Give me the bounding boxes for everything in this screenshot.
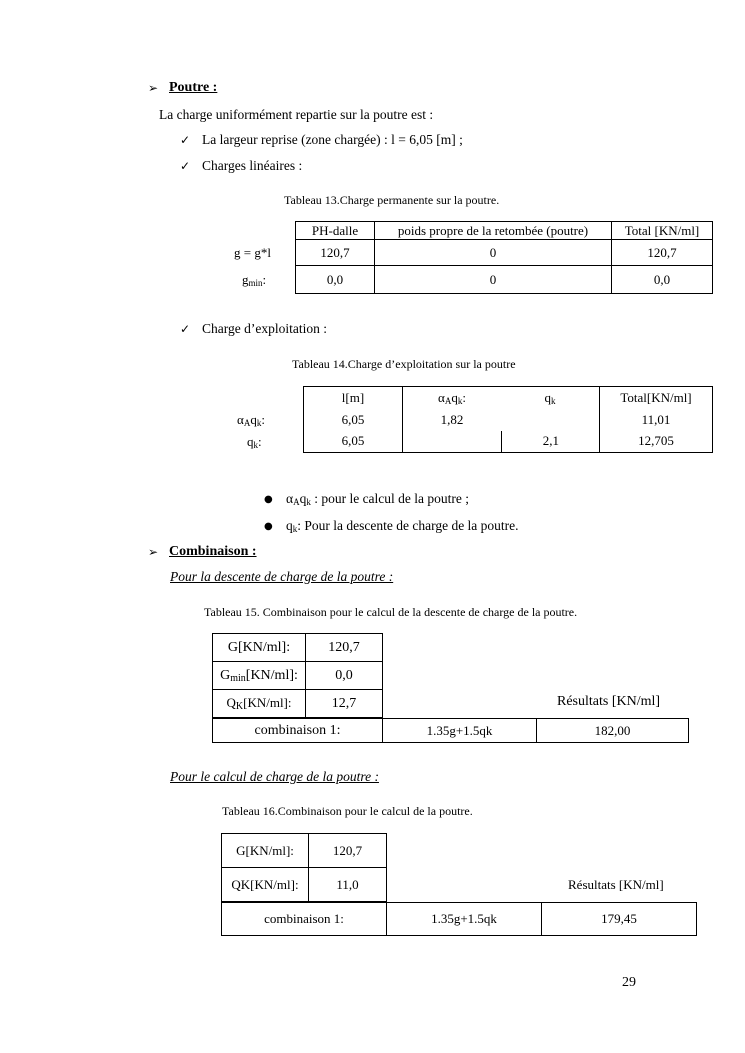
table13 [295,221,713,294]
arrow-bullet-icon: ➢ [148,545,159,559]
table14-header: l[m] [304,387,403,409]
table14-cell: 11,01 [600,409,713,431]
list-item-exploitation: Charge d’exploitation : [202,321,327,336]
table13-cell: 0 [375,240,612,266]
table14-cell: 2,1 [501,431,600,453]
table15-caption: Tableau 15. Combinaison pour le calcul de la descente de charge de la poutre. [204,605,578,619]
table13-row2-label: $g_{min}$: [242,272,267,288]
table14-header: $\alpha_Aq_k$: [403,387,502,409]
check-icon: ✓ [180,133,191,147]
table16-inputs [221,833,387,902]
table15-g-label: G[KN/ml]: [213,634,306,662]
table14-row2-label: $q_k$: [247,434,262,450]
intro-text: La charge uniformément repartie sur la poutre est : [159,107,434,122]
table16 [221,833,697,937]
subheading-calcul: Pour le calcul de charge de la poutre : [170,769,379,784]
bullet-alpha-aqk: $\alpha_Aq_k$ : pour le calcul de la poutre ; [286,491,470,507]
table13-cell: 0,0 [612,266,713,294]
table16-comb-value: 179,45 [542,903,697,936]
table13-header: poids propre de la retombée (poutre) [375,222,612,240]
table15-qk-value: 12,7 [306,690,383,718]
table14-cell: 1,82 [403,409,502,431]
table16-caption: Tableau 16.Combinaison pour le calcul de la poutre. [222,804,473,818]
table15-comb-value: 182,00 [537,719,689,743]
table15-qk-label: $Q_K[KN/ml]$: [213,690,306,718]
table15-combination [212,718,689,743]
bullet-icon: ● [264,494,273,505]
arrow-bullet-icon: ➢ [148,81,159,95]
table14-row1-label: $\alpha_Aq_k$: [237,412,265,428]
table16-combination [221,902,697,936]
table16-results-label: Résultats [KN/ml] [568,877,664,892]
section-heading-combinaison: Combinaison : [169,544,257,559]
table16-comb-label: combinaison 1: [222,903,387,936]
table15-comb-label: combinaison 1: [213,719,383,743]
table15 [212,633,689,742]
check-icon: ✓ [180,159,191,173]
table14-cell: 12,705 [600,431,713,453]
table13-cell: 120,7 [296,240,375,266]
table14-header: Total[KN/ml] [600,387,713,409]
table15-g-value: 120,7 [306,634,383,662]
bullet-icon: ● [264,521,273,532]
table13-header: Total [KN/ml] [612,222,713,240]
table16-qk-label: QK[KN/ml]: [222,868,309,902]
table14-cell: 6,05 [304,431,403,453]
table13-caption: Tableau 13.Charge permanente sur la poutre. [284,193,500,207]
check-icon: ✓ [180,322,191,336]
table13-row1-label: g = g*l [234,245,271,260]
page-number: 29 [622,975,636,990]
table16-g-value: 120,7 [309,834,387,868]
table15-inputs [212,633,383,718]
table14-cell: 6,05 [304,409,403,431]
table14-caption: Tableau 14.Charge d’exploitation sur la poutre [292,357,516,371]
table13-cell: 0 [375,266,612,294]
list-item-largeur: La largeur reprise (zone chargée) : l = 6,05 [m] ; [202,132,463,147]
table14-header: $q_k$ [501,387,600,409]
table14 [303,386,713,453]
table14-cell [501,409,600,431]
table16-g-label: G[KN/ml]: [222,834,309,868]
table16-qk-value: 11,0 [309,868,387,902]
table15-gmin-label: $G_{min}[KN/ml]$: [213,662,306,690]
subheading-descente: Pour la descente de charge de la poutre : [170,569,394,584]
table15-comb-formula: 1.35g+1.5qk [383,719,537,743]
list-item-charges-lineaires: Charges linéaires : [202,158,303,173]
table13-cell: 120,7 [612,240,713,266]
table14-cell [403,431,502,453]
table13-cell: 0,0 [296,266,375,294]
table16-comb-formula: 1.35g+1.5qk [387,903,542,936]
table15-gmin-value: 0,0 [306,662,383,690]
bullet-qk: $q_k$: Pour la descente de charge de la poutre. [286,518,519,534]
table15-results-label: Résultats [KN/ml] [557,694,661,709]
section-heading-poutre: Poutre : [169,80,218,95]
table13-header: PH-dalle [296,222,375,240]
